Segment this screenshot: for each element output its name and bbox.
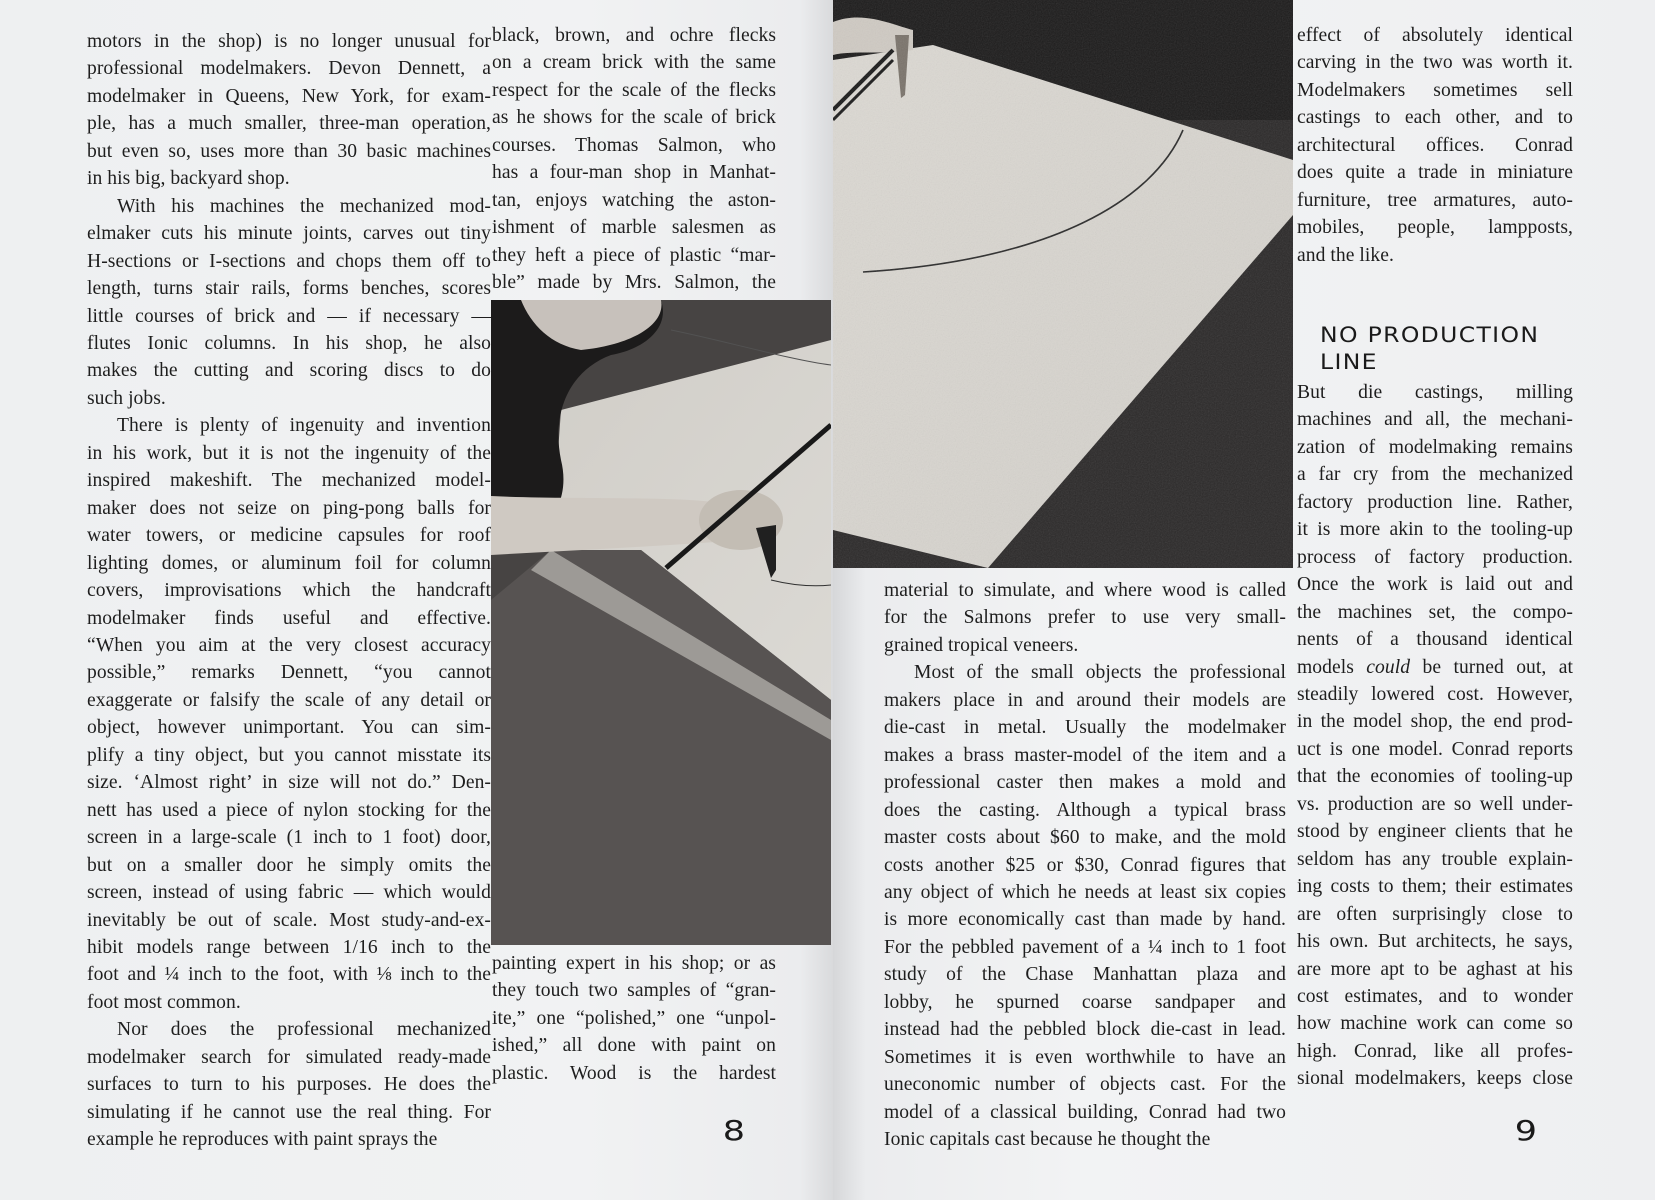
text-line: foot most common. bbox=[87, 991, 241, 1013]
text-line: ishment of marble salesmen as bbox=[492, 217, 776, 239]
text-line: a far cry from the mechanized bbox=[1297, 464, 1573, 486]
text-line: motors in the shop) is no longer unusual for bbox=[87, 31, 491, 52]
text-line: carving in the two was worth it. bbox=[1297, 52, 1573, 74]
text-line: vs. production are so well under- bbox=[1297, 793, 1573, 815]
text-line: length, turns stair rails, forms benches, scores bbox=[87, 278, 491, 300]
text-line: high. Conrad, like all profes- bbox=[1297, 1040, 1573, 1062]
text-line: Once the work is laid out and bbox=[1297, 574, 1573, 596]
text-line: exaggerate or falsify the scale of any detail or bbox=[87, 689, 491, 711]
text-line: in his work, but it is not the ingenuity of the bbox=[87, 442, 491, 464]
text-line: how machine work can come so bbox=[1297, 1013, 1573, 1035]
text-line: costs another $25 or $30, Conrad figures that bbox=[884, 854, 1286, 876]
text-line: modelmaker search for simulated ready-made bbox=[87, 1046, 491, 1068]
text-line: they heft a piece of plastic “mar- bbox=[492, 244, 776, 266]
text-line: models could be turned out, at bbox=[1297, 656, 1573, 678]
text-line: elmaker cuts his minute joints, carves out tiny bbox=[87, 223, 491, 245]
text-line: any object of which he needs at least six copies bbox=[884, 881, 1286, 903]
text-line: plastic. Wood is the hardest bbox=[492, 1062, 776, 1084]
text-line: flutes Ionic columns. In his shop, he also bbox=[87, 332, 491, 354]
text-line: possible,” remarks Dennett, “you cannot bbox=[87, 662, 491, 684]
text-line: such jobs. bbox=[87, 387, 166, 409]
text-line: nents of a thousand identical bbox=[1297, 629, 1573, 651]
text-line: does the casting. Although a typical brass bbox=[884, 799, 1286, 821]
text-line: has a four-man shop in Manhat- bbox=[492, 162, 776, 184]
text-line: Ionic capitals cast because he thought the bbox=[884, 1129, 1211, 1151]
text-line: covers, improvisations which the handcraft bbox=[87, 580, 491, 602]
text-line: lighting domes, or aluminum foil for column bbox=[87, 552, 491, 574]
left-page-column-b-top bbox=[492, 22, 776, 297]
right-page-column-c bbox=[884, 577, 1286, 1154]
text-line: ble” made by Mrs. Salmon, the bbox=[492, 272, 776, 294]
text-line: surfaces to turn to his purposes. He does the bbox=[87, 1074, 491, 1096]
text-line: cost estimates, and to wonder bbox=[1297, 985, 1573, 1007]
text-line: master costs about $60 to make, and the mold bbox=[884, 827, 1286, 849]
text-line: material to simulate, and where wood is called bbox=[884, 580, 1286, 601]
text-line: are often surprisingly close to bbox=[1297, 903, 1573, 925]
text-line: but even so, uses more than 30 basic machines bbox=[87, 140, 491, 162]
text-line: plify a tiny object, but you cannot misstate its bbox=[87, 744, 491, 766]
text-line: screen in a large-scale (1 inch to 1 foot) door, bbox=[87, 827, 491, 849]
section-heading-line-2: LINE bbox=[1320, 350, 1378, 374]
section-heading-line-1: NO PRODUCTION bbox=[1320, 323, 1540, 347]
text-line: size. ‘Almost right’ in size will not do.” Den- bbox=[87, 772, 491, 794]
text-line: ple, has a much smaller, three-man operation, bbox=[87, 113, 491, 135]
text-line: uct is one model. Conrad reports bbox=[1297, 738, 1573, 760]
text-line: mobiles, people, lampposts, bbox=[1297, 217, 1573, 239]
text-line: H-sections or I-sections and chops them off to bbox=[87, 250, 491, 272]
right-page-column-d-top bbox=[1297, 22, 1573, 269]
right-page-column-d-bottom bbox=[1297, 379, 1573, 1093]
text-line: Nor does the professional mechanized bbox=[117, 1019, 491, 1041]
text-line: steadily lowered cost. However, bbox=[1297, 683, 1573, 705]
text-line: courses. Thomas Salmon, who bbox=[492, 134, 776, 156]
text-line: maker does not seize on ping-pong balls for bbox=[87, 497, 491, 519]
text-line: but on a smaller door he simply omits the bbox=[87, 854, 491, 876]
text-line: factory production line. Rather, bbox=[1297, 491, 1573, 513]
text-line: grained tropical veneers. bbox=[884, 634, 1079, 656]
text-line: makes the cutting and scoring discs to do bbox=[87, 360, 491, 382]
text-line: There is plenty of ingenuity and invention bbox=[117, 415, 491, 437]
text-line: professional caster then makes a mold and bbox=[884, 772, 1286, 794]
photo-board-arc bbox=[833, 0, 1293, 568]
text-line: ished,” all done with paint on bbox=[492, 1035, 776, 1057]
text-line: on a cream brick with the same bbox=[492, 52, 776, 74]
text-line: it is more akin to the tooling-up bbox=[1297, 519, 1573, 541]
text-line: ing costs to them; their estimates bbox=[1297, 876, 1573, 898]
text-line: die-cast in metal. Usually the modelmaker bbox=[884, 717, 1286, 739]
photo-board-arc-image bbox=[833, 0, 1293, 568]
text-line: does quite a trade in miniature bbox=[1297, 162, 1573, 184]
text-line: Most of the small objects the professional bbox=[914, 662, 1286, 684]
left-page-column-b-bottom bbox=[492, 950, 776, 1087]
text-line: model of a classical building, Conrad had two bbox=[884, 1101, 1286, 1123]
text-line: painting expert in his shop; or as bbox=[492, 953, 776, 974]
text-line: Modelmakers sometimes sell bbox=[1297, 79, 1573, 101]
text-line: professional modelmakers. Devon Dennett, a bbox=[87, 58, 491, 80]
text-line: process of factory production. bbox=[1297, 546, 1573, 568]
text-line: effect of absolutely identical bbox=[1297, 25, 1573, 46]
text-line: modelmaker finds useful and effective. bbox=[87, 607, 491, 629]
text-line: furniture, tree armatures, auto- bbox=[1297, 189, 1573, 211]
text-line: black, brown, and ochre flecks bbox=[492, 25, 776, 46]
section-heading bbox=[1320, 322, 1611, 376]
text-line: are more apt to be aghast at his bbox=[1297, 958, 1573, 980]
text-line: inevitably be out of scale. Most study-and-ex- bbox=[87, 909, 491, 931]
text-line: study of the Chase Manhattan plaza and bbox=[884, 964, 1286, 986]
text-line: zation of modelmaking remains bbox=[1297, 436, 1573, 458]
text-line: With his machines the mechanized mod- bbox=[117, 195, 491, 217]
text-line: nett has used a piece of nylon stocking for the bbox=[87, 799, 491, 821]
text-line: modelmaker in Queens, New York, for exam- bbox=[87, 85, 491, 107]
text-line: the machines set, the compo- bbox=[1297, 601, 1573, 623]
text-line: For the pebbled pavement of a ¼ inch to 1 foot bbox=[884, 936, 1286, 958]
text-line: is more economically cast than made by hand. bbox=[884, 909, 1286, 931]
text-line: makers place in and around their models are bbox=[884, 689, 1286, 711]
text-line: foot and ¼ inch to the foot, with ⅛ inch to the bbox=[87, 964, 491, 986]
text-line: Sometimes it is even worthwhile to have an bbox=[884, 1046, 1286, 1068]
text-line: tan, enjoys watching the aston- bbox=[492, 189, 776, 211]
text-line: his own. But architects, he says, bbox=[1297, 931, 1573, 953]
text-line: little courses of brick and — if necessary — bbox=[87, 305, 491, 327]
text-line: machines and all, the mechani- bbox=[1297, 409, 1573, 431]
text-line: in the model shop, the end prod- bbox=[1297, 711, 1573, 733]
photo-compass-drawing bbox=[491, 300, 831, 945]
text-line: that the economies of tooling-up bbox=[1297, 766, 1573, 788]
text-line: But die castings, milling bbox=[1297, 382, 1573, 403]
text-line: castings to each other, and to bbox=[1297, 107, 1573, 129]
page-number-right: 9 bbox=[1514, 1114, 1538, 1147]
text-line: and the like. bbox=[1297, 244, 1394, 266]
text-line: hibit models range between 1/16 inch to the bbox=[87, 936, 491, 958]
left-page-column-a bbox=[87, 28, 491, 1154]
text-line: stood by engineer clients that he bbox=[1297, 821, 1573, 843]
text-line: screen, instead of using fabric — which would bbox=[87, 882, 491, 904]
text-line: as he shows for the scale of brick bbox=[492, 107, 776, 129]
text-line: sional modelmakers, keeps close bbox=[1297, 1068, 1573, 1090]
text-line: makes a brass master-model of the item and a bbox=[884, 744, 1286, 766]
text-line: water towers, or medicine capsules for roof bbox=[87, 525, 491, 547]
text-line: ite,” one “polished,” one “unpol- bbox=[492, 1007, 776, 1029]
text-line: “When you aim at the very closest accuracy bbox=[87, 634, 491, 656]
text-line: uneconomic number of objects cast. For the bbox=[884, 1074, 1286, 1096]
text-line: seldom has any trouble explain- bbox=[1297, 848, 1573, 870]
text-line: respect for the scale of the flecks bbox=[492, 79, 776, 101]
text-line: simulating if he cannot use the real thing. For bbox=[87, 1101, 491, 1123]
text-line: example he reproduces with paint sprays the bbox=[87, 1129, 438, 1151]
text-line: object, however unimportant. You can sim- bbox=[87, 717, 491, 739]
photo-compass-drawing-image bbox=[491, 300, 831, 945]
text-line: inspired makeshift. The mechanized model- bbox=[87, 470, 491, 492]
text-line: they touch two samples of “gran- bbox=[492, 980, 776, 1002]
text-line: for the Salmons prefer to use very small- bbox=[884, 607, 1286, 629]
text-line: architectural offices. Conrad bbox=[1297, 134, 1573, 156]
text-line: instead had the pebbled block die-cast in lead. bbox=[884, 1019, 1286, 1041]
page-number-left: 8 bbox=[722, 1114, 746, 1147]
text-line: lobby, he spurned coarse sandpaper and bbox=[884, 991, 1286, 1013]
text-line: in his big, backyard shop. bbox=[87, 168, 290, 190]
